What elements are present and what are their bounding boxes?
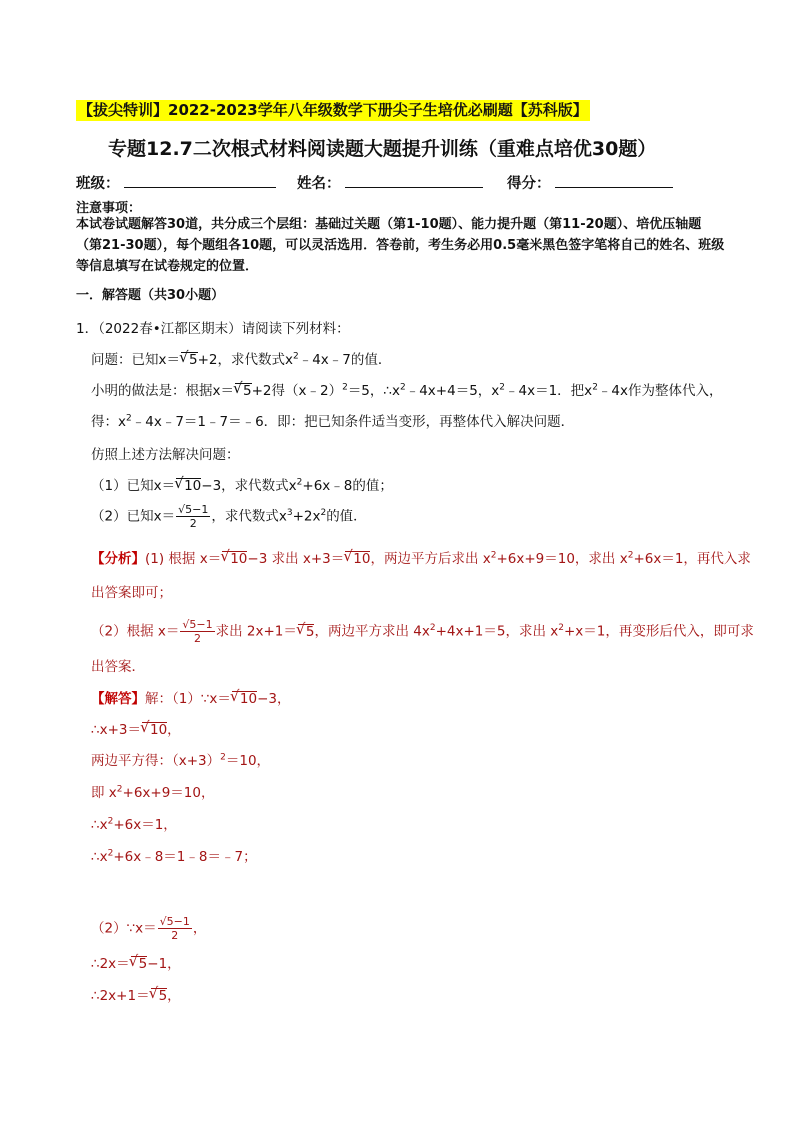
text: ﹣4x﹣7＝1﹣7＝﹣6．即：把已知条件适当变形，再整体代入解决问题． (131, 414, 575, 430)
exp: 2 (116, 784, 123, 795)
name-label: 姓名： (297, 176, 341, 192)
text: ， (167, 722, 181, 738)
sqrt: √ 5 (181, 352, 198, 367)
q1-part2 (91, 503, 367, 530)
text: （1）已知x＝ (91, 478, 176, 494)
text: ﹣4x+4＝5，x (405, 383, 500, 399)
denominator: 2 (189, 517, 197, 530)
name-blank (345, 173, 483, 188)
text: ， (167, 988, 181, 1004)
text: 两边平方得：（x+3） (91, 753, 221, 769)
exam-series-banner: 【拔尖特训】2022-2023学年八年级数学下册尖子生培优必刷题【苏科版】 (78, 101, 588, 119)
text: +6x＝1，再代入求 (633, 551, 751, 567)
text: −3 求出 x+3＝ (247, 551, 345, 567)
q1-method-line1 (91, 379, 723, 399)
text: ＝10， (225, 753, 271, 769)
q1-problem (91, 348, 391, 368)
q1-method-line2 (91, 410, 574, 430)
sqrt: √ 5 (151, 988, 168, 1003)
solution-line8 (91, 952, 181, 972)
score-blank (555, 173, 673, 188)
text: ﹣4x作为整体代入， (597, 383, 723, 399)
numerator: √5−1 (159, 915, 190, 928)
text: ，求代数式x (211, 508, 287, 525)
text: +2得（x﹣2） (251, 383, 343, 399)
text: ∴2x＝ (91, 956, 130, 972)
text: 问题：已知x＝ (91, 352, 180, 368)
text: ，两边平方后求出 x (370, 551, 491, 567)
sqrt: √ 5 (131, 956, 148, 971)
exp: 2 (292, 351, 299, 362)
analysis-tag: 【分析】 (91, 551, 145, 567)
class-label: 班级： (76, 176, 120, 192)
text: 解：（1）∵x＝ (145, 691, 231, 707)
text: +2x (292, 508, 321, 525)
text: ， (192, 920, 207, 937)
text: （2）已知x＝ (91, 508, 176, 525)
text: （2）根据 x＝ (91, 623, 180, 640)
text: +4x+1＝5，求出 x (435, 623, 559, 640)
exp: 2 (627, 550, 634, 561)
text: −3，求代数式x (201, 478, 297, 494)
text: ＝5，∴x (347, 383, 400, 399)
text: −1， (147, 956, 181, 972)
q1-part1 (91, 474, 393, 494)
analysis-line1 (91, 547, 751, 567)
exp: 2 (429, 623, 436, 633)
exp: 2 (490, 550, 497, 561)
exp: 3 (286, 508, 293, 518)
solution-line4 (91, 781, 214, 801)
sqrt: √ 10 (222, 551, 247, 566)
exp: 2 (320, 508, 327, 518)
text: ∴x+3＝ (91, 722, 141, 738)
sqrt: √ 10 (176, 478, 201, 493)
analysis-line3 (91, 618, 754, 645)
exp: 2 (558, 623, 564, 633)
text: 求出 2x+1＝ (215, 623, 297, 640)
text: 的值． (326, 508, 367, 525)
sqrt: √ 5 (235, 383, 252, 398)
fraction (158, 915, 192, 942)
analysis-line2: 出答案即可； (91, 585, 172, 601)
solution-line5 (91, 813, 177, 833)
denominator: 2 (193, 632, 201, 645)
text: ﹣4x﹣7的值． (298, 352, 392, 368)
sqrt: √ 10 (232, 691, 257, 706)
text: 小明的做法是：根据x＝ (91, 383, 234, 399)
text: +6x+9＝10，求出 x (496, 551, 628, 567)
exp: 2 (399, 382, 406, 393)
page-title: 专题12.7二次根式材料阅读题大题提升训练（重难点培优30题） (108, 138, 657, 160)
exp: 2 (107, 816, 114, 827)
exp: 2 (296, 477, 303, 488)
solution-line1 (91, 687, 291, 707)
text: （2）∵x＝ (91, 920, 157, 937)
exp: 2 (107, 848, 114, 859)
fraction (180, 618, 214, 645)
exp: 2 (220, 752, 226, 763)
denominator: 2 (171, 929, 179, 942)
text: −3， (257, 691, 291, 707)
score-label: 得分： (507, 176, 551, 192)
solution-line3 (91, 749, 270, 769)
text: +6x＝1， (113, 817, 177, 833)
notes-heading: 注意事项： (76, 201, 142, 216)
text: (1) 根据 x＝ (145, 551, 222, 567)
text: +x＝1，再变形后代入，即可求 (564, 623, 754, 640)
text: ，两边平方求出 4x (314, 623, 430, 640)
solution-line2 (91, 718, 181, 738)
sqrt: √ 5 (298, 624, 315, 639)
section-heading: 一．解答题（共30小题） (76, 288, 225, 303)
exp: 2 (126, 413, 132, 424)
question-1-intro: 1．（2022春•江都区期末）请阅读下列材料： (76, 321, 350, 337)
exp: 2 (592, 382, 598, 393)
text: 得：x (91, 414, 126, 430)
analysis-line4: 出答案． (91, 659, 145, 675)
numerator: √5−1 (178, 503, 209, 516)
text: +2，求代数式x (197, 352, 293, 368)
text: +6x﹣8的值； (302, 478, 393, 494)
exp: 2 (499, 382, 506, 393)
text: ﹣4x＝1．把x (505, 383, 593, 399)
text: 即 x (91, 785, 117, 801)
text: ∴2x+1＝ (91, 988, 150, 1004)
numerator: √5−1 (182, 618, 213, 631)
class-field (76, 172, 276, 193)
sqrt: √ 10 (142, 722, 167, 737)
name-field (297, 172, 483, 193)
q1-imitate: 仿照上述方法解决问题： (91, 447, 240, 463)
exp: 2 (342, 382, 348, 393)
fraction (176, 503, 210, 530)
text: ∴x (91, 817, 108, 833)
sqrt: √ 10 (345, 551, 370, 566)
notes-body: 本试卷试题解答30道，共分成三个层组：基础过关题（第1-10题）、能力提升题（第11-20题）、培优压轴题（第21-30题），每个题组各10题，可以灵活选用．答卷前，考生务必用0.5毫米黑色签字笔将自己的姓名、班级等信息填写在试卷规定的位置． (76, 217, 725, 274)
solution-line6 (91, 845, 257, 865)
text: ∴x (91, 849, 108, 865)
solution-line7 (91, 915, 206, 942)
solution-line9 (91, 984, 181, 1004)
text: +6x﹣8＝1﹣8＝﹣7； (113, 849, 257, 865)
answer-tag: 【解答】 (91, 691, 145, 707)
class-blank (124, 173, 276, 188)
text: +6x+9＝10， (122, 785, 215, 801)
score-field (507, 172, 673, 193)
